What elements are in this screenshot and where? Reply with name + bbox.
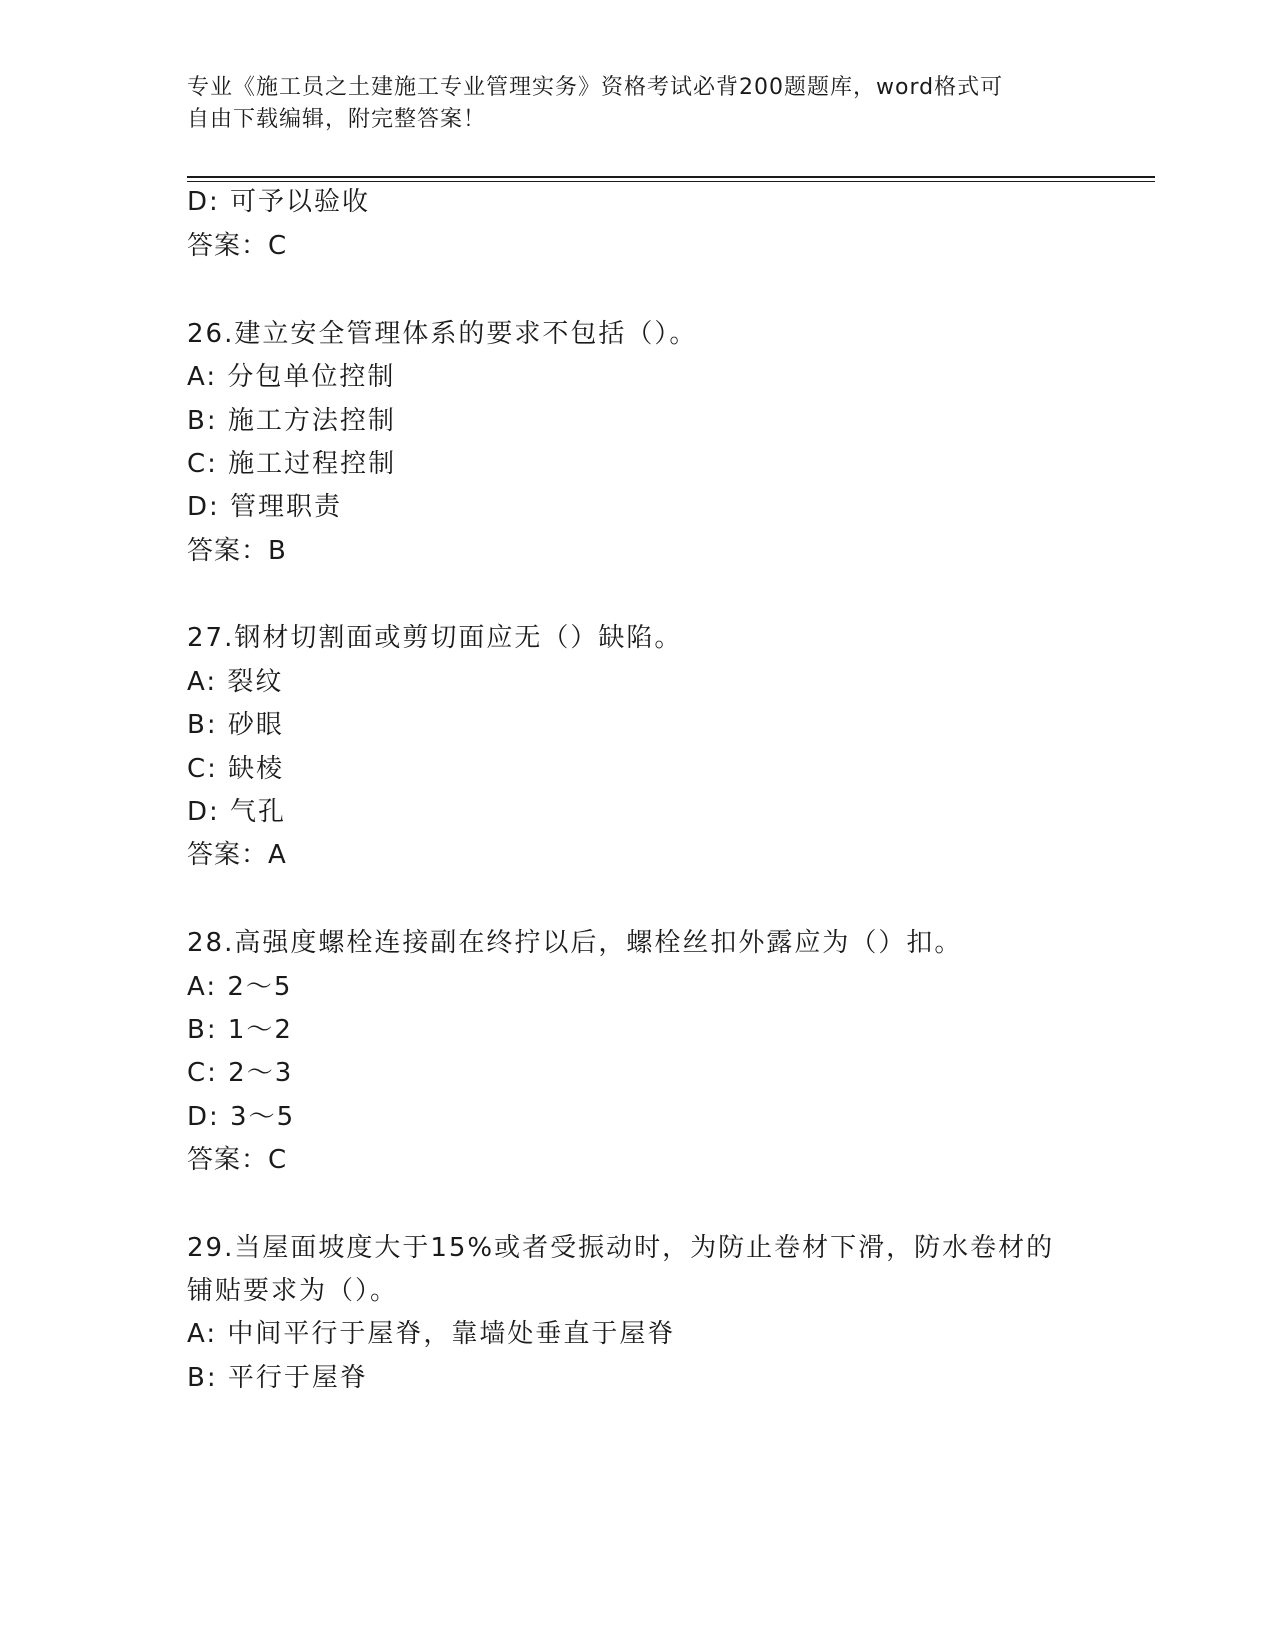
q27-stem: 27.钢材切割面或剪切面应无（）缺陷。	[187, 623, 683, 653]
q27-option-c: C: 缺棱	[187, 754, 285, 784]
document-header	[187, 72, 1067, 136]
q29-stem-line-2: 铺贴要求为（）。	[187, 1276, 399, 1306]
q29-option-b: B: 平行于屋脊	[187, 1363, 368, 1393]
q27-option-d: D: 气孔	[187, 797, 287, 827]
q28-stem: 28.高强度螺栓连接副在终拧以后，螺栓丝扣外露应为（）扣。	[187, 928, 963, 958]
q26-option-c: C: 施工过程控制	[187, 449, 397, 479]
q29-stem-line-1: 29.当屋面坡度大于15%或者受振动时，为防止卷材下滑，防水卷材的	[187, 1233, 1055, 1263]
q28-option-c: C: 2～3	[187, 1058, 294, 1088]
q28-option-b: B: 1～2	[187, 1015, 293, 1045]
q26-answer: 答案：B	[187, 536, 287, 566]
q26-option-b: B: 施工方法控制	[187, 406, 396, 436]
header-divider-thick	[187, 176, 1155, 178]
q27-answer: 答案：A	[187, 840, 287, 870]
prev-answer: 答案：C	[187, 231, 288, 261]
header-title-line-2: 自由下载编辑，附完整答案！	[187, 107, 487, 132]
q27-option-a: A: 裂纹	[187, 667, 284, 697]
q29-option-a: A: 中间平行于屋脊，靠墙处垂直于屋脊	[187, 1319, 676, 1349]
q28-option-d: D: 3～5	[187, 1102, 296, 1132]
q27-option-b: B: 砂眼	[187, 710, 284, 740]
q28-answer: 答案：C	[187, 1145, 288, 1175]
q26-option-a: A: 分包单位控制	[187, 362, 396, 392]
q28-option-a: A: 2～5	[187, 972, 293, 1002]
q26-option-d: D: 管理职责	[187, 492, 343, 522]
header-divider-thin	[187, 181, 1155, 182]
prev-option-d: D: 可予以验收	[187, 187, 371, 217]
header-title-line-1: 专业《施工员之土建施工专业管理实务》资格考试必背200题题库，word格式可	[187, 75, 1004, 100]
q26-stem: 26.建立安全管理体系的要求不包括（）。	[187, 319, 698, 349]
